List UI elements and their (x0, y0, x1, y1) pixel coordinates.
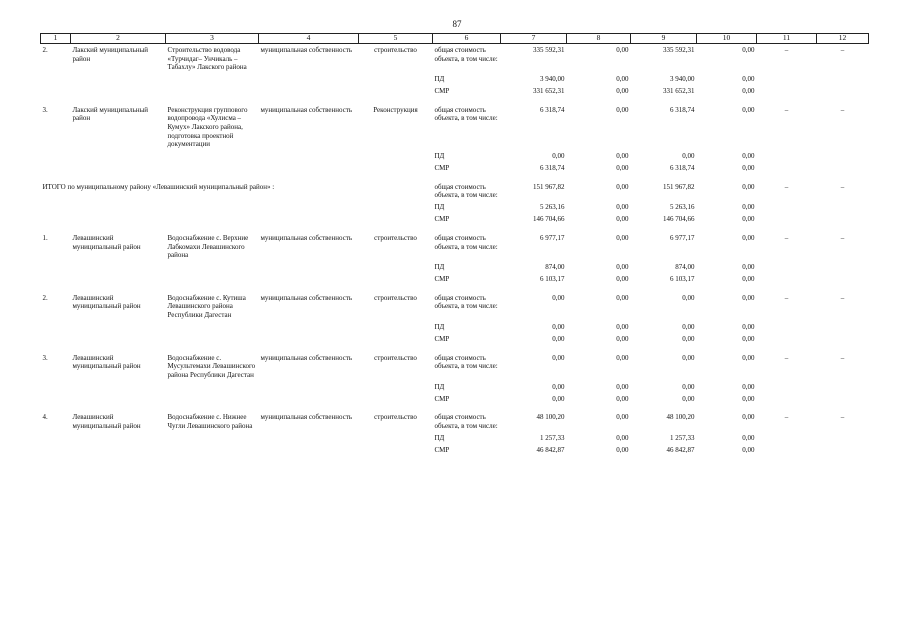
object-name: Реконструкция группового водопровода «Хулисма – Кумух» Лакского района, подготовка проектной документации (167, 105, 248, 149)
sub-value: 0,00 (616, 263, 629, 272)
sub-value: 0,00 (742, 87, 755, 96)
total-value: 48 100,20 (536, 413, 565, 422)
sub-value: 331 652,31 (533, 87, 565, 96)
sub-row (41, 442, 869, 454)
dash-cell: – (840, 182, 845, 191)
sub-value: 0,00 (742, 322, 755, 331)
column-header: 11 (757, 34, 817, 44)
dash-cell: – (784, 353, 789, 362)
total-value: 0,00 (616, 233, 629, 242)
district-name: Левашинский муниципальный район (72, 233, 141, 251)
total-value: 0,00 (682, 293, 695, 302)
total-value: 0,00 (616, 182, 629, 191)
total-value: 0,00 (616, 46, 629, 54)
sub-row (41, 260, 869, 272)
dash-cell: – (840, 293, 845, 302)
investment-table (40, 33, 869, 462)
ownership: муниципальная собственность (260, 413, 353, 422)
sub-label: СМР (434, 87, 450, 96)
work-type: строительство (374, 233, 417, 242)
dash-cell: – (784, 413, 789, 422)
column-header: 3 (166, 34, 259, 44)
object-name: Водоснабжение с. Нижнее Чугли Левашинского района (167, 413, 253, 430)
total-value: 0,00 (616, 353, 629, 362)
row-number: 2. (42, 46, 48, 54)
district-name: Лакский муниципальный район (72, 105, 149, 123)
sub-row (41, 430, 869, 442)
sub-value: 6 318,74 (670, 164, 695, 173)
sub-value: 0,00 (682, 394, 695, 403)
sub-value: 0,00 (742, 263, 755, 272)
sub-value: 6 318,74 (540, 164, 565, 173)
sub-label: ПД (434, 263, 445, 272)
sub-value: 0,00 (682, 334, 695, 343)
total-value: 151 967,82 (533, 182, 565, 191)
cost-label: общая стоимость объекта, в том числе: (434, 233, 498, 251)
sub-value: 0,00 (742, 75, 755, 84)
column-header: 10 (697, 34, 757, 44)
total-value: 6 318,74 (540, 105, 565, 114)
total-value: 0,00 (682, 353, 695, 362)
column-header: 1 (41, 34, 71, 44)
sub-value: 0,00 (742, 445, 755, 454)
row-number: 3. (42, 105, 48, 114)
sub-value: 0,00 (616, 445, 629, 454)
sub-value: 0,00 (616, 382, 629, 391)
sub-value: 0,00 (616, 203, 629, 212)
object-name: Строительство водовода «Турчидаг– Унчикаль – Табахлу» Лакского района (167, 46, 247, 72)
sub-value: 0,00 (682, 322, 695, 331)
sub-value: 0,00 (682, 152, 695, 161)
sub-value: 0,00 (616, 87, 629, 96)
dash-cell: – (784, 46, 789, 54)
work-type: строительство (374, 46, 417, 54)
sub-value: 0,00 (616, 433, 629, 442)
district-name: Левашинский муниципальный район (72, 413, 141, 430)
cost-label: общая стоимость объекта, в том числе: (434, 293, 498, 311)
sub-value: 0,00 (552, 334, 565, 343)
ownership: муниципальная собственность (260, 46, 353, 54)
ownership: муниципальная собственность (260, 293, 353, 302)
sub-row (41, 391, 869, 403)
work-type: строительство (374, 293, 417, 302)
sub-label: СМР (434, 275, 450, 284)
sub-value: 0,00 (742, 164, 755, 173)
sub-label: СМР (434, 215, 450, 224)
district-name: Лакский муниципальный район (72, 46, 149, 63)
object-row (41, 104, 869, 149)
district-name: Левашинский муниципальный район (72, 353, 141, 371)
cost-label: общая стоимость объекта, в том числе: (434, 46, 498, 63)
column-header: 8 (567, 34, 631, 44)
sub-value: 5 263,16 (540, 203, 565, 212)
row-number: 1. (42, 233, 48, 242)
sub-value: 0,00 (552, 382, 565, 391)
column-header: 4 (259, 34, 359, 44)
cost-label: общая стоимость объекта, в том числе: (434, 182, 498, 200)
dash-cell: – (784, 233, 789, 242)
sub-row (41, 161, 869, 173)
total-value: 0,00 (742, 105, 755, 114)
object-name: Водоснабжение с. Верхние Лабкомахи Левашинского района (167, 233, 249, 260)
total-value: 0,00 (742, 46, 755, 54)
sub-value: 0,00 (616, 75, 629, 84)
object-name: Водоснабжение с. Мусультемахи Левашинского района Республики Дагестан (167, 353, 256, 379)
object-row (41, 411, 869, 430)
row-number: 4. (42, 413, 48, 422)
total-value: 151 967,82 (663, 182, 695, 191)
column-header: 2 (71, 34, 166, 44)
sub-value: 874,00 (675, 263, 695, 272)
sub-value: 0,00 (742, 275, 755, 284)
sub-row (41, 379, 869, 391)
sub-label: СМР (434, 394, 450, 403)
sub-value: 46 842,87 (536, 445, 565, 454)
sub-value: 874,00 (545, 263, 565, 272)
total-value: 335 592,31 (663, 46, 695, 54)
total-value: 0,00 (616, 293, 629, 302)
column-header: 7 (501, 34, 567, 44)
sub-value: 0,00 (552, 152, 565, 161)
dash-cell: – (784, 105, 789, 114)
total-value: 0,00 (742, 182, 755, 191)
dash-cell: – (840, 353, 845, 362)
row-number: 2. (42, 293, 48, 302)
sub-value: 331 652,31 (663, 87, 695, 96)
sub-row (41, 272, 869, 284)
sub-value: 0,00 (616, 322, 629, 331)
district-total-row (41, 181, 869, 200)
sub-value: 0,00 (616, 275, 629, 284)
object-row (41, 44, 869, 72)
cost-label: общая стоимость объекта, в том числе: (434, 353, 498, 371)
total-value: 6 977,17 (540, 233, 565, 242)
sub-label: ПД (434, 152, 445, 161)
sub-value: 0,00 (682, 382, 695, 391)
object-row (41, 232, 869, 260)
column-header: 5 (359, 34, 433, 44)
sub-value: 0,00 (742, 334, 755, 343)
total-value: 0,00 (616, 105, 629, 114)
sub-value: 6 103,17 (540, 275, 565, 284)
sub-value: 0,00 (742, 152, 755, 161)
sub-value: 0,00 (616, 215, 629, 224)
total-value: 0,00 (552, 353, 565, 362)
work-type: строительство (374, 353, 417, 362)
total-value: 6 977,17 (670, 233, 695, 242)
sub-value: 1 257,33 (670, 433, 695, 442)
sub-row (41, 332, 869, 344)
sub-label: СМР (434, 334, 450, 343)
sub-label: ПД (434, 382, 445, 391)
object-name: Водоснабжение с. Кутиша Левашинского района Республики Дагестан (167, 293, 246, 319)
work-type: Реконструкция (373, 105, 418, 114)
sub-row (41, 212, 869, 224)
sub-value: 3 940,00 (540, 75, 565, 84)
column-number-row (41, 34, 869, 44)
sub-value: 5 263,16 (670, 203, 695, 212)
district-name: Левашинский муниципальный район (72, 293, 141, 311)
sub-label: СМР (434, 164, 450, 173)
dash-cell: – (840, 105, 845, 114)
total-value: 48 100,20 (666, 413, 695, 422)
total-value: 0,00 (616, 413, 629, 422)
total-value: 335 592,31 (533, 46, 565, 54)
sub-value: 0,00 (742, 394, 755, 403)
sub-row (41, 84, 869, 96)
sub-row (41, 320, 869, 332)
sub-value: 3 940,00 (670, 75, 695, 84)
sub-value: 46 842,87 (666, 445, 695, 454)
sub-value: 0,00 (742, 382, 755, 391)
total-value: 0,00 (742, 233, 755, 242)
sub-row (41, 200, 869, 212)
sub-value: 6 103,17 (670, 275, 695, 284)
sub-value: 0,00 (552, 394, 565, 403)
dash-cell: – (784, 182, 789, 191)
object-row (41, 352, 869, 380)
column-header: 12 (817, 34, 869, 44)
ownership: муниципальная собственность (260, 353, 353, 362)
total-value: 6 318,74 (670, 105, 695, 114)
page-number: 87 (452, 19, 462, 29)
sub-label: ПД (434, 75, 445, 84)
sub-value: 0,00 (616, 164, 629, 173)
sub-value: 0,00 (742, 433, 755, 442)
sub-value: 1 257,33 (540, 433, 565, 442)
sub-label: ПД (434, 433, 445, 442)
table-body (41, 44, 869, 463)
sub-value: 0,00 (616, 334, 629, 343)
dash-cell: – (840, 233, 845, 242)
sub-label: ПД (434, 203, 445, 212)
ownership: муниципальная собственность (260, 233, 353, 242)
cost-label: общая стоимость объекта, в том числе: (434, 105, 498, 123)
sub-value: 0,00 (616, 152, 629, 161)
sub-value: 146 704,66 (533, 215, 565, 224)
total-value: 0,00 (742, 413, 755, 422)
sub-value: 0,00 (616, 394, 629, 403)
sub-row (41, 149, 869, 161)
dash-cell: – (840, 413, 845, 422)
dash-cell: – (840, 46, 845, 54)
ownership: муниципальная собственность (260, 105, 353, 114)
sub-label: ПД (434, 322, 445, 331)
sub-label: СМР (434, 445, 450, 454)
sub-value: 146 704,66 (663, 215, 695, 224)
sub-value: 0,00 (552, 322, 565, 331)
row-number: 3. (42, 353, 48, 362)
sub-row (41, 72, 869, 84)
sub-value: 0,00 (742, 215, 755, 224)
total-value: 0,00 (742, 293, 755, 302)
sub-value: 0,00 (742, 203, 755, 212)
cost-label: общая стоимость объекта, в том числе: (434, 413, 498, 430)
total-value: 0,00 (742, 353, 755, 362)
object-row (41, 292, 869, 320)
column-header: 6 (433, 34, 501, 44)
total-label: ИТОГО по муниципальному району «Левашинский муниципальный район» : (42, 182, 275, 191)
dash-cell: – (784, 293, 789, 302)
total-value: 0,00 (552, 293, 565, 302)
work-type: строительство (374, 413, 417, 422)
column-header: 9 (631, 34, 697, 44)
